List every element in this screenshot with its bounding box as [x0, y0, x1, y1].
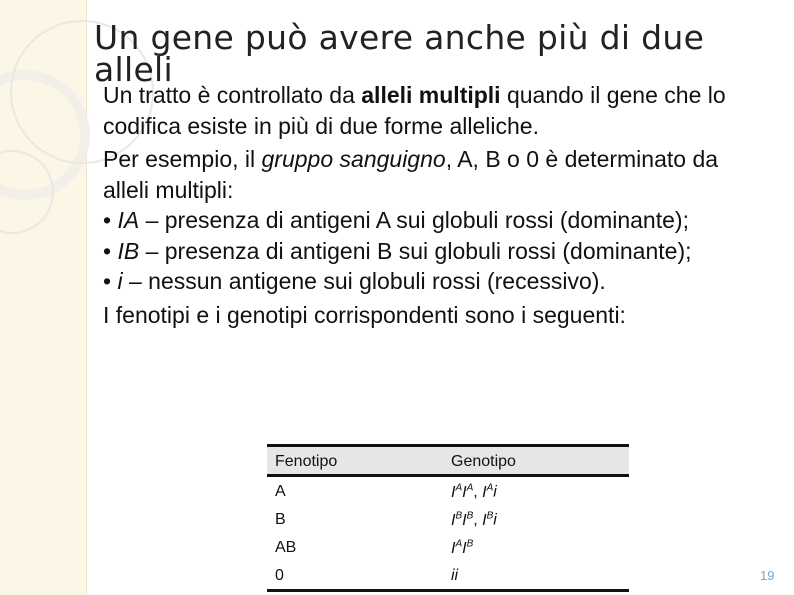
intro-paragraph — [103, 80, 763, 141]
allele-symbol: IB — [117, 237, 140, 264]
phenotype-cell: 0 — [267, 561, 443, 591]
example-text-post: , A, B o 0 è determinato da alleli multipli: — [103, 146, 719, 203]
example-text-pre: Per esempio, il — [103, 146, 262, 172]
table-row — [267, 476, 629, 506]
page-number: 19 — [760, 568, 775, 583]
genotype-cell: $I^AI^A$, $I^Ai$ — [451, 482, 497, 501]
column-header-genotipo: Genotipo — [443, 446, 629, 476]
genotype-cell: $I^BI^B$, $I^Bi$ — [451, 510, 497, 529]
phenotype-cell: A — [275, 483, 286, 500]
allele-symbol: IA — [117, 207, 140, 233]
example-paragraph — [103, 144, 763, 297]
genotype-cell: $I^AI^B$ — [451, 538, 474, 557]
example-italic-term: gruppo sanguigno — [261, 146, 446, 172]
column-header-fenotipo: Fenotipo — [267, 446, 443, 476]
table-header-row — [267, 446, 629, 476]
table-row — [267, 561, 629, 591]
bullet-item: • i – nessun antigene sui globuli rossi (recessivo). — [103, 268, 606, 294]
intro-text-post: quando il gene che lo codifica esiste in più di due forme alleliche. — [103, 82, 726, 139]
table-row — [267, 505, 629, 533]
slide-body — [103, 80, 763, 330]
genotype-cell: ii — [443, 561, 629, 591]
intro-text-pre: Un tratto è controllato da — [103, 82, 362, 108]
phenotype-cell: B — [275, 511, 286, 528]
phenotype-cell: AB — [275, 539, 297, 556]
blood-type-table — [267, 444, 629, 592]
bullet-item: • IB – presenza di antigeni B sui globuli rossi (dominante); — [103, 237, 692, 264]
slide-title: Un gene può avere anche più di due alleli — [94, 18, 705, 89]
table-row — [267, 533, 629, 561]
allele-symbol: i — [117, 268, 123, 294]
bullet-item: • IA – presenza di antigeni A sui globuli rossi (dominante); — [103, 207, 689, 233]
intro-bold-term: alleli multipli — [361, 82, 501, 108]
outro-paragraph: I fenotipi e i genotipi corrispondenti sono i seguenti: — [103, 301, 626, 328]
